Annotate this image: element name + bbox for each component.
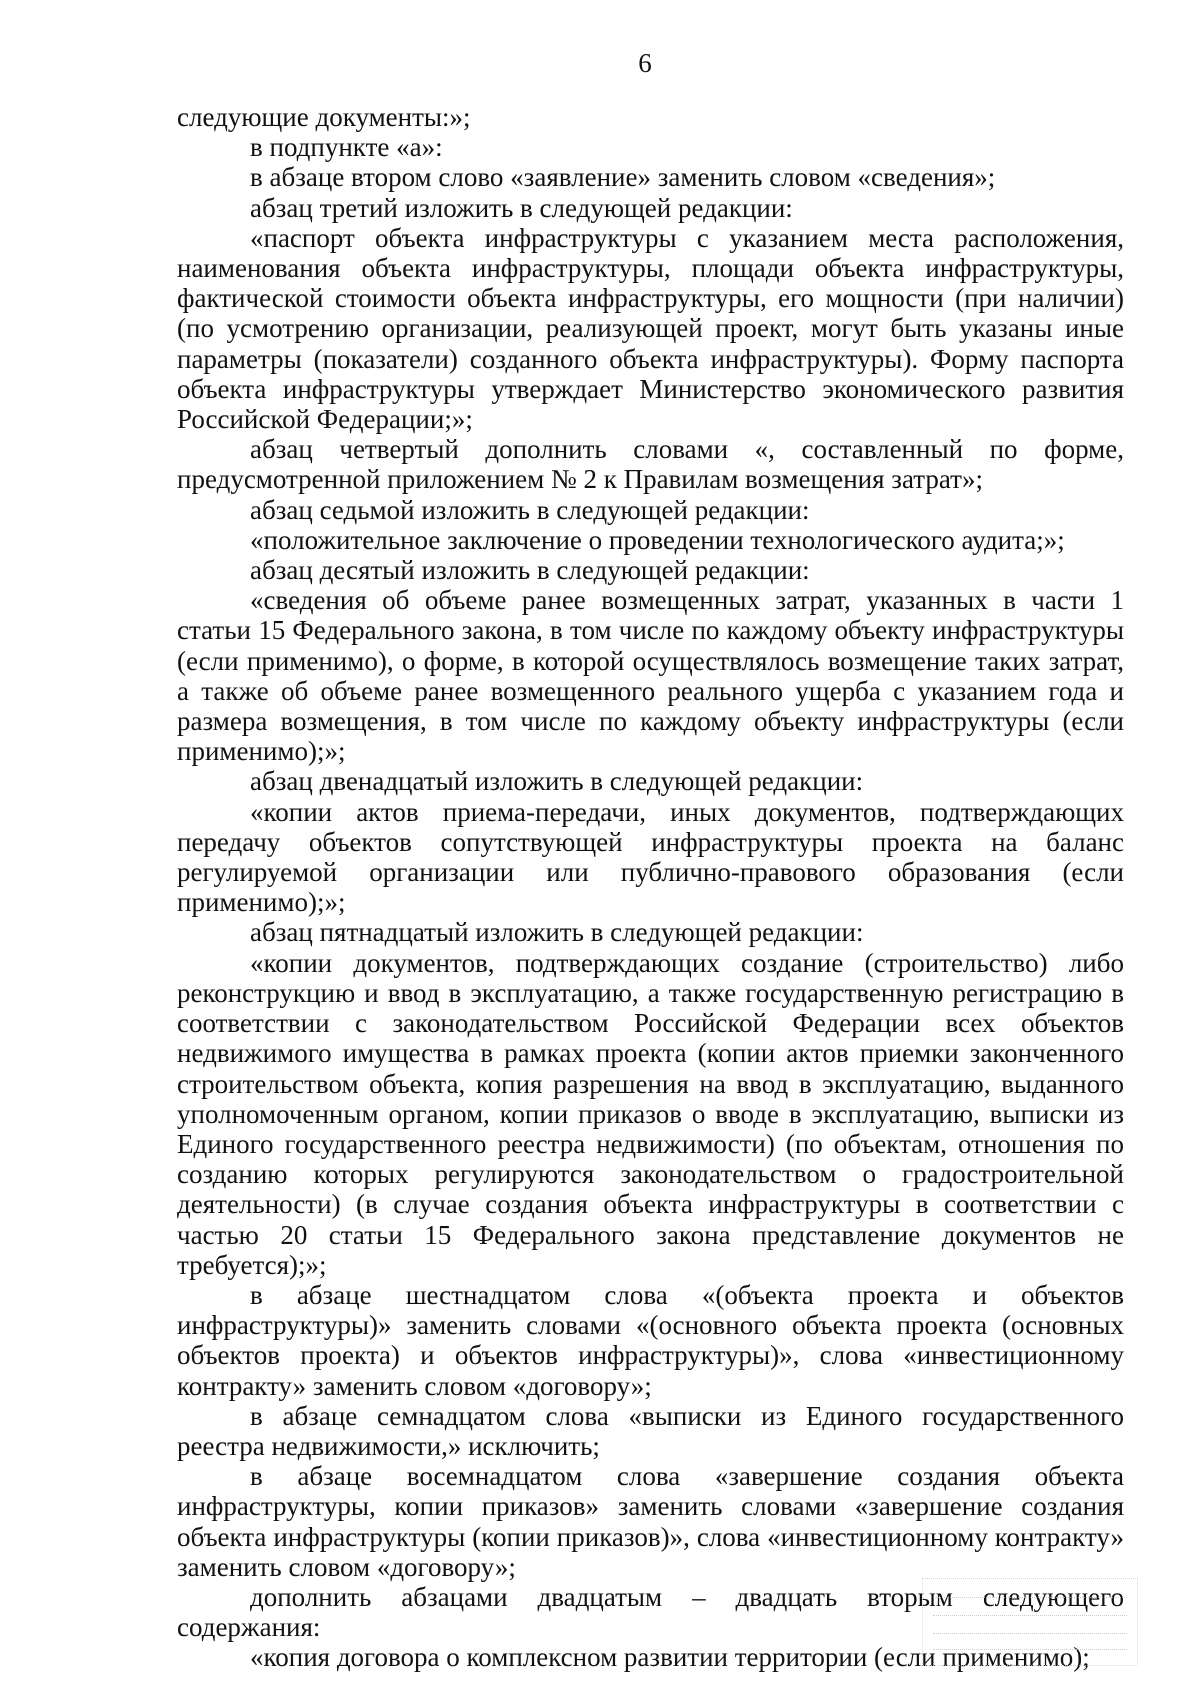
paragraph: «копии документов, подтверждающих создание (строительство) либо реконструкцию и ввод в эксплуатацию, а также государственную регистрацию в соответствии с законодательством Российской Федерации всех объектов недвижимого имущества в рамках проекта (копии актов приемки законченного строительством объекта, копия разрешения на ввод в эксплуатацию, выданного уполномоченным органом, копии приказов о вводе в эксплуатацию, выписки из Единого государственного реестра недвижимости) (по объектам, отношения по созданию которых регулируются законодательством о градостроительной деятельности) (в случае создания объекта инфраструктуры в соответствии с частью 20 статьи 15 Федерального закона представление документов не требуется);»; [177, 947, 1124, 1280]
paragraph: абзац четвертый дополнить словами «, составленный по форме, предусмотренной приложением № 2 к Правилам возмещения затрат»; [177, 434, 1124, 495]
paragraph: в абзаце шестнадцатом слова «(объекта проекта и объектов инфраструктуры)» заменить словами «(основного объекта проекта (основных объектов проекта) и объектов инфраструктуры)», слова «инвестиционному контракту» заменить словом «договору»; [177, 1279, 1124, 1401]
paragraph: «сведения об объеме ранее возмещенных затрат, указанных в части 1 статьи 15 Федерального закона, в том числе по каждому объекту инфраструктуры (если применимо), о форме, в которой осуществлялось возмещение таких затрат, а также об объеме ранее возмещенного реального ущерба с указанием года и размера возмещения, в том числе по каждому объекту инфраструктуры (если применимо);»; [177, 585, 1124, 767]
faint-stamp [922, 1578, 1138, 1666]
document-body [177, 102, 1124, 1673]
paragraph: дополнить абзацами двадцатым – двадцать вторым следующего содержания: [177, 1581, 1124, 1643]
stamp-line [933, 1633, 1127, 1634]
paragraph: следующие документы:»; [177, 102, 471, 132]
paragraph: в абзаце семнадцатом слова «выписки из Единого государственного реестра недвижимости,» исключить; [177, 1400, 1124, 1461]
paragraph: в абзаце втором слово «заявление» заменить словом «сведения»; [250, 162, 996, 193]
paragraph: «положительное заключение о проведении технологического аудита;»; [250, 524, 1065, 555]
paragraph: «копии актов приема-передачи, иных документов, подтверждающих передачу объектов сопутствующей инфраструктуры проекта на баланс регулируемой организации или публично-правового образования (если применимо);»; [177, 796, 1124, 918]
paragraph: в подпункте «а»: [250, 132, 443, 163]
paragraph: абзац седьмой изложить в следующей редакции: [250, 494, 810, 525]
paragraph: абзац двенадцатый изложить в следующей редакции: [250, 766, 864, 797]
paragraph: «копия договора о комплексном развитии территории (если применимо); [250, 1642, 1090, 1673]
stamp-line [933, 1615, 1127, 1616]
stamp-line [933, 1649, 1127, 1650]
paragraph: абзац пятнадцатый изложить в следующей редакции: [250, 917, 864, 948]
page-number: 6 [638, 48, 652, 78]
paragraph: абзац десятый изложить в следующей редакции: [250, 555, 810, 586]
paragraph: в абзаце восемнадцатом слова «завершение создания объекта инфраструктуры, копии приказов» заменить словами «завершение создания объекта инфраструктуры (копии приказов)», слова «инвестиционному контракту» заменить словом «договору»; [177, 1461, 1124, 1582]
paragraph: абзац третий изложить в следующей редакции: [250, 192, 793, 223]
paragraph: «паспорт объекта инфраструктуры с указанием места расположения, наименования объекта инфраструктуры, площади объекта инфраструктуры, фактической стоимости объекта инфраструктуры, его мощности (при наличии) (по усмотрению организации, реализующей проект, могут быть указаны иные параметры (показатели) созданного объекта инфраструктуры). Форму паспорта объекта инфраструктуры утверждает Министерство экономического развития Российской Федерации;»; [177, 222, 1124, 435]
stamp-line [933, 1597, 1127, 1598]
